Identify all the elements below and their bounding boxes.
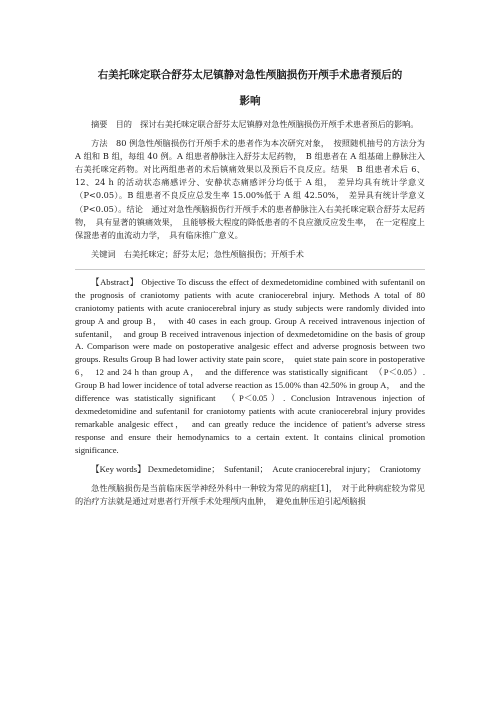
abstract-cn: 摘要 目的 探讨右美托咪定联合舒芬太尼镇静对急性颅脑损伤开颅手术患者预后的影响。 [91,119,419,129]
article-title [75,62,425,114]
methods-results-conclusion-cn: 方法 80 例急性颅脑损伤行开颅手术的患者作为本次研究对象， 按照随机抽号的方法分为 A 组和 B 组，每组 40 例。A 组患者静脉注入舒芬太尼药物， B 组患者在 A 组基础上静脉注入右美托咪定药物。对比两组患者的术后镇痛效果以及预后不良反应。结果 B 组患者术后 6、12、24 h 的活动状态痛感评分、安静状态痛感评分均低于 A 组， 差异均具有统计学意义（P<0.05）。B 组患者不良反应总发生率 15.00%低于 A 组 42.50%， 差异具有统计学意义（P<0.05）。结论 通过对急性颅脑损伤行开颅手术的患者静脉注入右美托咪定联合舒芬太尼药物， 具有显著的镇痛效果， 且能够极大程度的降低患者的不良应激反应发生率， 在一定程度上保證患者的血流动力学， 具有临床推广意义。 [75,138,425,240]
keywords-en: 【Key words】 Dexmedetomidine； Sufentanil； Acute craniocerebral injury； Craniotomy [91,463,421,474]
section-divider [75,269,425,270]
keywords-cn: 关键词 右美托咪定；舒芬太尼；急性颅脑损伤；开颅手术 [91,248,304,259]
document-page [75,62,425,508]
introduction-paragraph: 急性颅脑损伤是当前临床医学神经外科中一种较为常见的病症[1]， 对于此种病症较为常见的治疗方法就是通过对患者行开颅手术处理颅内血肿， 避免血肿压迫引起颅脑损 [75,482,425,506]
title-line-2: 影响 [239,95,261,107]
title-line-1: 右美托咪定联合舒芬太尼镇静对急性颅脑损伤开颅手术患者预后的 [97,69,403,81]
abstract-en: 【Abstract】 Objective To discuss the effect of dexmedetomidine combined with sufentanil on the prognosis of craniotomy patients with acute craniocerebral injury. Methods A total of 80 craniotomy patients with acute craniocerebral injury as study subjects were randomly divided into group A and group B， with 40 cases in each group. Group A received intravenous injection of sufentanil， and group B received intravenous injection of dexmedetomidine on the basis of group A. Comparison were made on postoperative analgesic effect and adverse prognosis between two groups. Results Group B had lower activity state pain score， quiet state pain score in postoperative 6， 12 and 24 h than group A， and the difference was statistically significant （P＜0.05）. Group B had lower incidence of total adverse reaction as 15.00% than 42.50% in group A， and the difference was statistically significant （P＜0.05）. Conclusion Intravenous injection of dexmedetomidine and sufentanil for craniotomy patients with acute craniocerebral injury provides remarkable analgesic effect， and can greatly reduce the incidence of patient’s adverse stress response and ensure their hemodynamics to a certain extent. It contains clinical promotion significance. [75,276,425,455]
